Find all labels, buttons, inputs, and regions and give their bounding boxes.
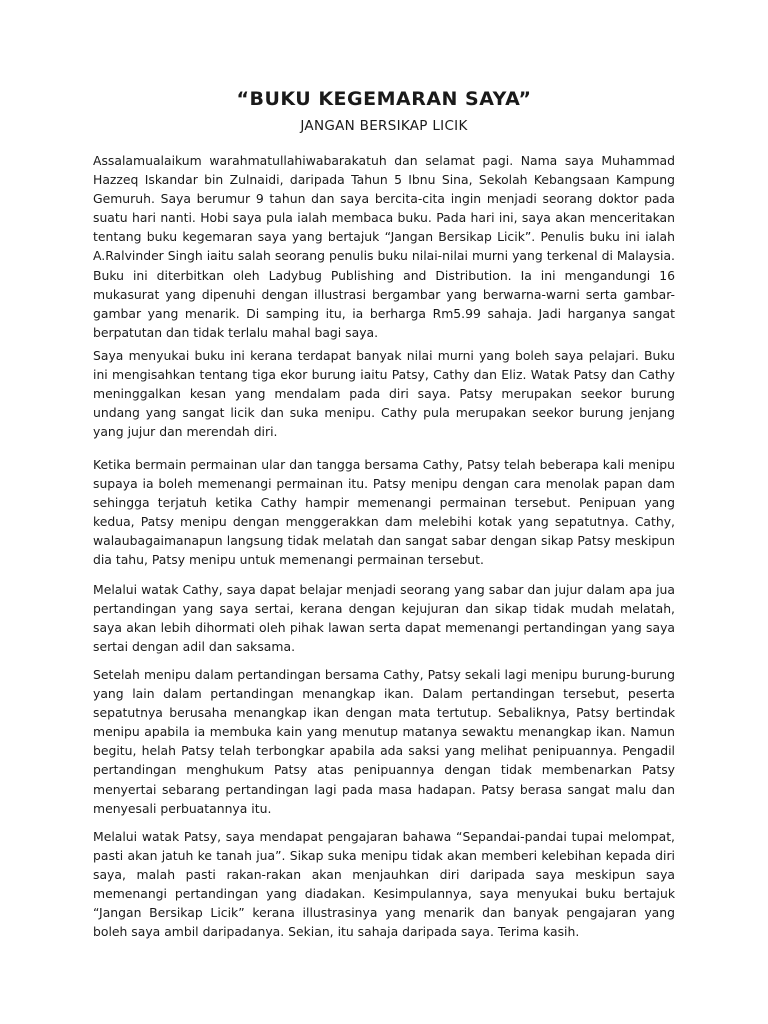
document-subtitle: JANGAN BERSIKAP LICIK [300,118,468,134]
paragraph-lesson-cathy: Melalui watak Cathy, saya dapat belajar menjadi seorang yang sabar dan jujur dalam apa jua pertandingan yang saya sertai, kerana dengan kejujuran dan sikap tidak mudah melatah, saya akan lebih dihormati oleh pihak lawan serta dapat memenangi pertandingan yang saya sertai dengan adil dan saksama. [93,582,675,655]
paragraph-fishing-contest: Setelah menipu dalam pertandingan bersama Cathy, Patsy sekali lagi menipu burung-burung yang lain dalam pertandingan menangkap ikan. Dalam pertandingan tersebut, peserta sepatutnya berusaha menangkap ikan dengan mata tertutup. Sebaliknya, Patsy bertindak menipu apabila ia membuka kain yang menutup matanya sewaktu menangkap ikan. Namun begitu, helah Patsy telah terbongkar apabila ada saksi yang melihat penipuannya. Pengadil pertandingan menghukum Patsy atas penipuannya dengan tidak membenarkan Patsy menyertai sebarang pertandingan lagi pada masa hadapan. Patsy berasa sangat malu dan menyesali perbuatannya itu. [93,667,675,816]
paragraph-conclusion: Melalui watak Patsy, saya mendapat pengajaran bahawa “Sepandai-pandai tupai melompat, pasti akan jatuh ke tanah jua”. Sikap suka menipu tidak akan memberi kelebihan kepada diri saya, malah pasti rakan-rakan akan menjauhkan diri daripada saya meskipun saya memenangi pertandingan yang diadakan. Kesimpulannya, saya menyukai buku bertajuk “Jangan Bersikap Licik” kerana illustrasinya yang menarik dan banyak pengajaran yang boleh saya ambil daripadanya. Sekian, itu sahaja daripada saya. Terima kasih. [93,829,675,940]
document-title: “BUKU KEGEMARAN SAYA” [236,88,532,110]
paragraph-reasons: Saya menyukai buku ini kerana terdapat banyak nilai murni yang boleh saya pelajari. Buku ini mengisahkan tentang tiga ekor burung iaitu Patsy, Cathy dan Eliz. Watak Patsy dan Cathy meninggalkan kesan yang mendalam pada diri saya. Patsy merupakan seekor burung undang yang sangat licik dan suka menipu. Cathy pula merupakan seekor burung jenjang yang jujur dan merendah diri. [93,348,675,440]
paragraph-introduction: Assalamualaikum warahmatullahiwabarakatuh dan selamat pagi. Nama saya Muhammad Hazzeq Iskandar bin Zulnaidi, daripada Tahun 5 Ibnu Sina, Sekolah Kebangsaan Kampung Gemuruh. Saya berumur 9 tahun dan saya bercita-cita ingin menjadi seorang doktor pada suatu hari nanti. Hobi saya pula ialah membaca buku. Pada hari ini, saya akan menceritakan tentang buku kegemaran saya yang bertajuk “Jangan Bersikap Licik”. Penulis buku ini ialah A.Ralvinder Singh iaitu salah seorang penulis buku nilai-nilai murni yang terkenal di Malaysia. Buku ini diterbitkan oleh Ladybug Publishing and Distribution. Ia ini mengandungi 16 mukasurat yang dipenuhi dengan illustrasi bergambar yang berwarna-warni serta gambar-gambar yang menarik. Di samping itu, ia berharga Rm5.99 sahaja. Jadi harganya sangat berpatutan dan tidak terlalu mahal bagi saya. [93,153,675,340]
paragraph-snakes-and-ladders: Ketika bermain permainan ular dan tangga bersama Cathy, Patsy telah beberapa kali menipu supaya ia boleh memenangi permainan itu. Patsy menipu dengan cara menolak papan dam sehingga terjatuh ketika Cathy hampir memenangi permainan tersebut. Penipuan yang kedua, Patsy menipu dengan menggerakkan dam melebihi kotak yang sepatutnya. Cathy, walaubagaimanapun langsung tidak melatah dan sangat sabar dengan sikap Patsy meskipun dia tahu, Patsy menipu untuk memenangi permainan tersebut. [93,457,675,568]
